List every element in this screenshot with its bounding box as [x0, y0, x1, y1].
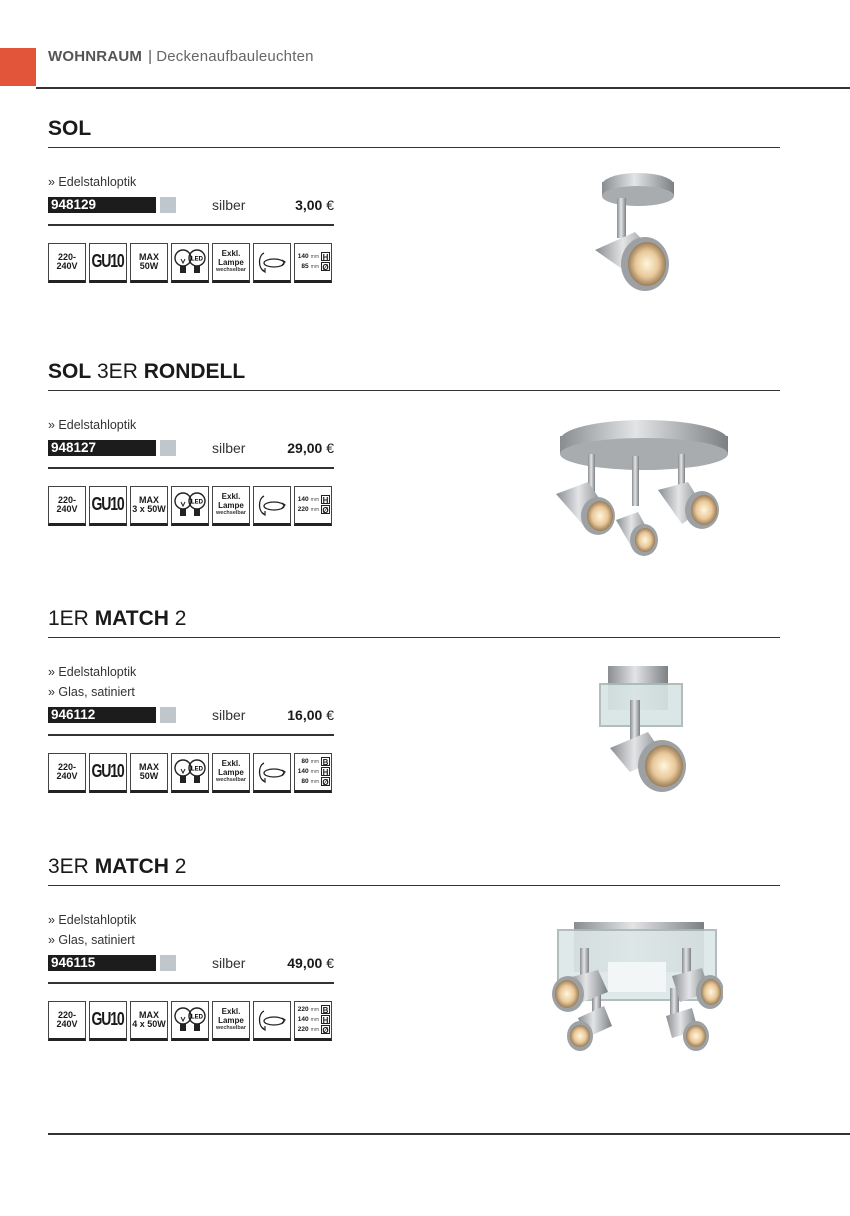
order-rule: [48, 467, 334, 469]
order-rule: [48, 224, 334, 226]
feature-item: » Edelstahloptik: [48, 418, 137, 432]
led-bulb-icon: [171, 486, 209, 526]
price-value: 49,00: [287, 955, 323, 971]
max-wattage-icon: MAX 4 x 50W: [130, 1001, 168, 1041]
product-photo-3er-match: [548, 918, 723, 1058]
socket-icon: GU10: [89, 486, 127, 526]
dimension-unit: mm: [310, 496, 319, 503]
dimension-value: 140: [297, 1016, 309, 1023]
dimension-row: [296, 1025, 330, 1035]
order-row: [48, 196, 334, 214]
dimension-value: 220: [297, 1026, 309, 1033]
title-prefix: 1ER: [48, 607, 95, 630]
led-text: LED: [191, 1014, 203, 1020]
title-prefix: 3ER: [48, 855, 95, 878]
dimensions-icon: [294, 486, 332, 526]
order-row: [48, 954, 334, 972]
dimension-unit: mm: [310, 1026, 319, 1033]
title-rule: [48, 885, 780, 886]
price-value: 29,00: [287, 440, 323, 456]
order-row: [48, 706, 334, 724]
currency: €: [326, 440, 334, 456]
max-wattage-icon: MAX 50W: [130, 243, 168, 283]
dimension-row: [296, 262, 330, 272]
product-title: [48, 854, 780, 880]
title-suffix: 2: [168, 855, 187, 878]
led-text: LED: [191, 256, 203, 262]
header-rule: [36, 87, 850, 89]
dimension-row: [296, 495, 330, 505]
feature-item: » Glas, satiniert: [48, 685, 135, 699]
dimension-row: [296, 777, 330, 787]
article-number: 946112: [48, 707, 156, 723]
color-name: silber: [212, 707, 246, 723]
socket-icon: GU10: [89, 753, 127, 793]
color-name: silber: [212, 197, 246, 213]
feature-item: » Edelstahloptik: [48, 913, 137, 927]
dimension-value: 85: [301, 263, 309, 270]
article-number: 948127: [48, 440, 156, 456]
header-separator: |: [148, 48, 153, 65]
dimension-key: B: [322, 758, 329, 767]
dimension-unit: mm: [310, 758, 319, 765]
title-name: MATCH: [94, 855, 169, 878]
dimension-key: Ø: [322, 506, 329, 515]
dimension-unit: mm: [310, 253, 319, 260]
price-value: 3,00: [295, 197, 323, 213]
feature-item: » Edelstahloptik: [48, 665, 137, 679]
dimension-row: [296, 252, 330, 262]
price: [287, 954, 334, 972]
rotate-arrows-icon: [256, 250, 288, 274]
currency: €: [326, 955, 334, 971]
dimensions-icon: [294, 243, 332, 283]
dimension-unit: mm: [310, 1016, 319, 1023]
title-rule: [48, 390, 780, 391]
dimension-unit: mm: [310, 263, 319, 270]
order-row: [48, 439, 334, 457]
rotatable-icon: [253, 243, 291, 283]
rotatable-icon: [253, 753, 291, 793]
voltage-icon: 220- 240V: [48, 243, 86, 283]
bulb-icon: [173, 490, 207, 520]
color-name: silber: [212, 955, 246, 971]
led-bulb-icon: [171, 753, 209, 793]
max-wattage-icon: MAX 3 x 50W: [130, 486, 168, 526]
socket-icon: GU10: [89, 243, 127, 283]
color-swatch: [160, 197, 176, 213]
dimension-row: [296, 1015, 330, 1025]
bulb-icon: [173, 1005, 207, 1035]
dimension-unit: mm: [310, 506, 319, 513]
exchangeable-lamp-icon: Exkl. Lampe wechselbar: [212, 753, 250, 793]
dimension-key: H: [322, 496, 329, 505]
dimension-unit: mm: [310, 1006, 319, 1013]
title-name-2: RONDELL: [143, 360, 246, 383]
title-rule: [48, 637, 780, 638]
section-title: WOHNRAUM: [48, 48, 143, 65]
voltage-icon: 220- 240V: [48, 1001, 86, 1041]
led-text: LED: [191, 766, 203, 772]
dimension-unit: mm: [310, 778, 319, 785]
rotatable-icon: [253, 486, 291, 526]
product-title: [48, 116, 780, 142]
dimension-value: 80: [301, 778, 309, 785]
product-photo-sol-rondell: [552, 412, 730, 562]
dimension-row: [296, 1005, 330, 1015]
socket-icon: GU10: [89, 1001, 127, 1041]
dimension-row: [296, 757, 330, 767]
dimension-key: H: [322, 768, 329, 777]
led-bulb-icon: [171, 1001, 209, 1041]
title-name: MATCH: [94, 607, 169, 630]
color-name: silber: [212, 440, 246, 456]
max-wattage-icon: MAX 50W: [130, 753, 168, 793]
led-text: LED: [191, 499, 203, 505]
product-title: [48, 359, 780, 385]
title-suffix: 2: [168, 607, 187, 630]
product-photo-sol: [575, 160, 695, 305]
voltage-icon: 220- 240V: [48, 486, 86, 526]
dimension-value: 140: [297, 496, 309, 503]
dimension-value: 220: [297, 1006, 309, 1013]
led-bulb-icon: [171, 243, 209, 283]
dimension-key: H: [322, 1016, 329, 1025]
exchangeable-lamp-icon: Exkl. Lampe wechselbar: [212, 1001, 250, 1041]
dimension-key: B: [322, 1006, 329, 1015]
section-color-tab: [0, 48, 36, 86]
rotate-arrows-icon: [256, 1008, 288, 1032]
title-name: SOL: [48, 360, 92, 383]
color-swatch: [160, 955, 176, 971]
article-number: 946115: [48, 955, 156, 971]
order-rule: [48, 734, 334, 736]
footer-rule: [48, 1133, 850, 1135]
color-swatch: [160, 707, 176, 723]
price: [287, 439, 334, 457]
dimensions-icon: [294, 753, 332, 793]
dimension-key: H: [322, 253, 329, 262]
voltage-icon: 220- 240V: [48, 753, 86, 793]
rotate-arrows-icon: [256, 493, 288, 517]
dimension-unit: mm: [310, 768, 319, 775]
dimension-value: 80: [301, 758, 309, 765]
currency: €: [326, 707, 334, 723]
product-title: [48, 606, 780, 632]
bulb-icon: [173, 757, 207, 787]
color-swatch: [160, 440, 176, 456]
dimension-row: [296, 767, 330, 777]
feature-item: » Glas, satiniert: [48, 933, 135, 947]
price: [295, 196, 334, 214]
price-value: 16,00: [287, 707, 323, 723]
title-name: SOL: [48, 117, 92, 140]
bulb-icon: [173, 247, 207, 277]
order-rule: [48, 982, 334, 984]
dimension-row: [296, 505, 330, 515]
title-middle: 3ER: [91, 360, 144, 383]
title-rule: [48, 147, 780, 148]
price: [287, 706, 334, 724]
dimension-value: 140: [297, 253, 309, 260]
dimension-value: 220: [297, 506, 309, 513]
dimension-key: Ø: [322, 778, 329, 787]
currency: €: [326, 197, 334, 213]
subsection-title: Deckenaufbauleuchten: [156, 48, 314, 65]
feature-item: » Edelstahloptik: [48, 175, 137, 189]
page-header: [48, 48, 314, 65]
product-photo-1er-match: [590, 660, 700, 805]
dimension-value: 140: [297, 768, 309, 775]
rotate-arrows-icon: [256, 760, 288, 784]
exchangeable-lamp-icon: Exkl. Lampe wechselbar: [212, 486, 250, 526]
rotatable-icon: [253, 1001, 291, 1041]
dimension-key: Ø: [322, 263, 329, 272]
article-number: 948129: [48, 197, 156, 213]
dimensions-icon: [294, 1001, 332, 1041]
dimension-key: Ø: [322, 1026, 329, 1035]
exchangeable-lamp-icon: Exkl. Lampe wechselbar: [212, 243, 250, 283]
